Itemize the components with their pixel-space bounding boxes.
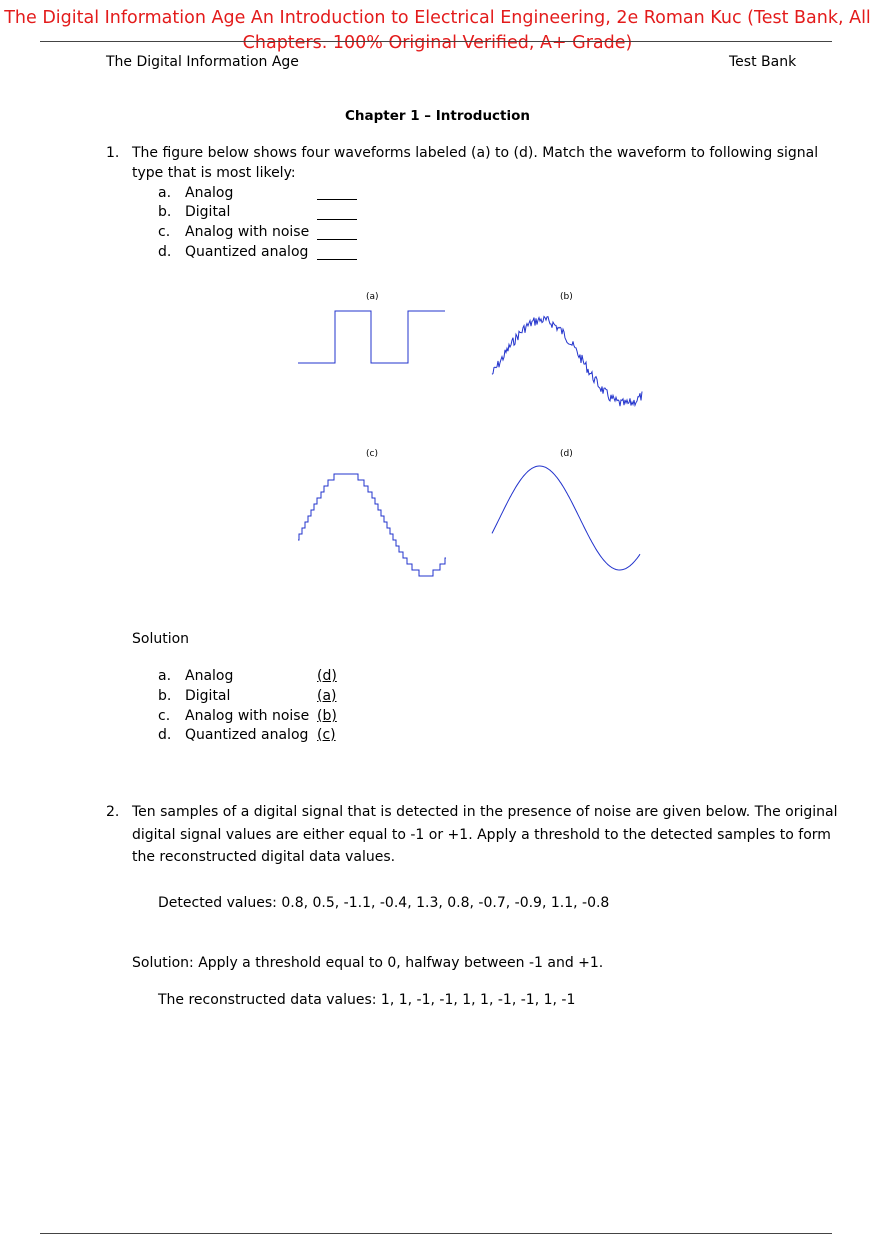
q1-option-letter: b. [158, 204, 172, 220]
q2-detected-values: Detected values: 0.8, 0.5, -1.1, -0.4, 1.3, 0.8, -0.7, -0.9, 1.1, -0.8 [158, 895, 610, 911]
q1-option-label: Digital [185, 204, 231, 220]
header-rule [40, 41, 832, 42]
waveform-a-digital [298, 308, 448, 368]
answer-blank [317, 239, 357, 240]
q1-number: 1. [106, 145, 120, 161]
waveform-caption-d: (d) [560, 449, 573, 459]
solution-label: Quantized analog [185, 727, 309, 743]
solution-answer: (d) [317, 668, 337, 684]
waveform-c-quantized [298, 468, 448, 578]
solution-label: Digital [185, 688, 231, 704]
solution-label: Analog [185, 668, 234, 684]
q2-text-line3: the reconstructed digital data values. [132, 849, 396, 865]
solution-letter: a. [158, 668, 172, 684]
q2-reconstructed-values: The reconstructed data values: 1, 1, -1, -1, 1, 1, -1, -1, 1, -1 [158, 992, 576, 1008]
footer-rule [40, 1233, 832, 1234]
q1-option-letter: c. [158, 224, 171, 240]
q1-option-label: Analog [185, 185, 234, 201]
q1-option-label: Quantized analog [185, 244, 309, 260]
header-right: Test Bank [729, 54, 797, 70]
q2-text-line1: Ten samples of a digital signal that is detected in the presence of noise are given below. The original [132, 804, 838, 820]
q2-text-line2: digital signal values are either equal to -1 or +1. Apply a threshold to the detected samples to form [132, 827, 831, 843]
waveform-caption-c: (c) [366, 449, 378, 459]
solution-letter: b. [158, 688, 172, 704]
q1-option-letter: d. [158, 244, 172, 260]
waveform-caption-b: (b) [560, 292, 573, 302]
solution-label: Analog with noise [185, 708, 310, 724]
q2-number: 2. [106, 804, 120, 820]
solution-letter: c. [158, 708, 171, 724]
banner-title: The Digital Information Age An Introduction to Electrical Engineering, 2e Roman Kuc (Test Bank, All Chapters. 100% Original Verified, A+ Grade) [4, 8, 871, 53]
solution-letter: d. [158, 727, 172, 743]
header-left: The Digital Information Age [106, 54, 299, 70]
solution-answer: (c) [317, 727, 336, 743]
solution-answer: (a) [317, 688, 337, 704]
q1-option-label: Analog with noise [185, 224, 310, 240]
chapter-title: Chapter 1 – Introduction [344, 108, 531, 124]
q1-text-line1: The figure below shows four waveforms labeled (a) to (d). Match the waveform to following signal [132, 145, 819, 161]
waveform-b-noisy [492, 312, 642, 417]
solution-heading: Solution [132, 631, 190, 647]
answer-blank [317, 219, 357, 220]
waveform-d-analog [492, 462, 642, 574]
waveform-caption-a: (a) [366, 292, 379, 302]
answer-blank [317, 199, 357, 200]
answer-blank [317, 259, 357, 260]
q2-solution: Solution: Apply a threshold equal to 0, halfway between -1 and +1. [132, 955, 604, 971]
q1-text-line2: type that is most likely: [132, 165, 296, 181]
solution-answer: (b) [317, 708, 337, 724]
q1-option-letter: a. [158, 185, 172, 201]
